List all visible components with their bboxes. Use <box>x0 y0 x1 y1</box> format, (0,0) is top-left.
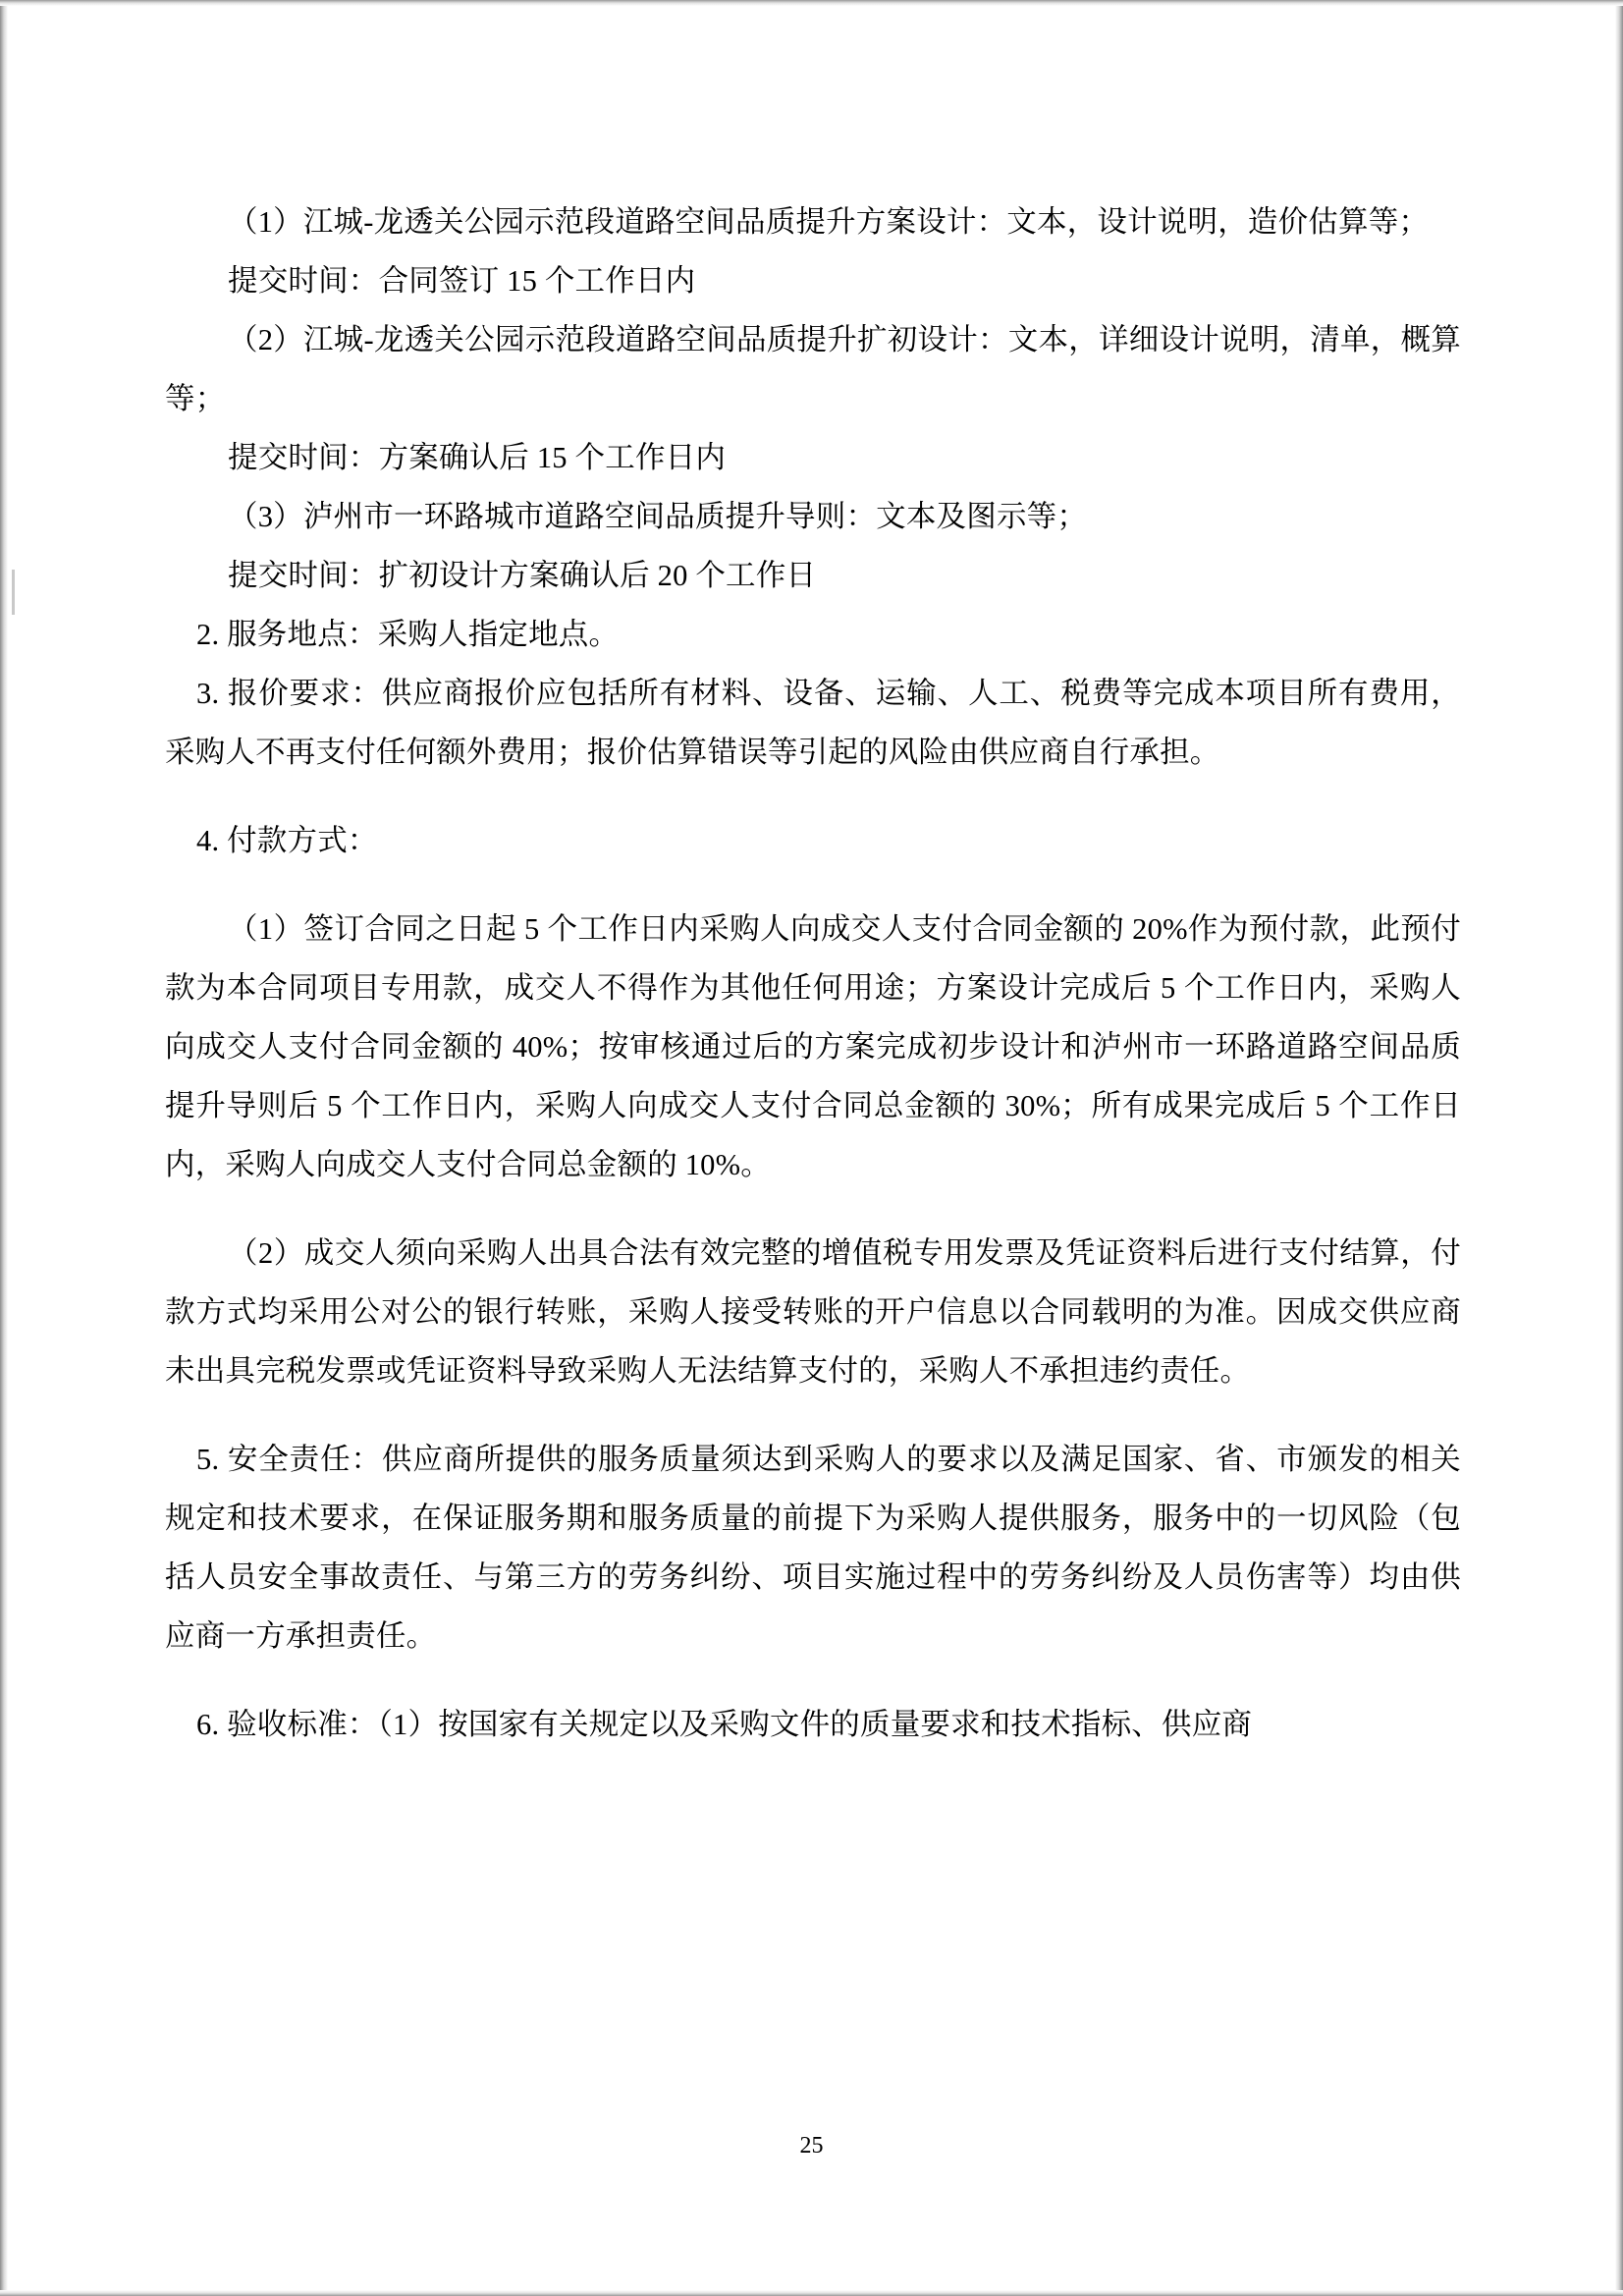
binding-mark <box>12 570 15 615</box>
page-edge-shadow-right <box>1615 0 1623 2296</box>
document-body <box>165 192 1461 1754</box>
paragraph-item-1-1: （1）江城-龙透关公园示范段道路空间品质提升方案设计：文本，设计说明，造价估算等； <box>228 205 1430 239</box>
paragraph-submit-time-1: 提交时间：合同签订 15 个工作日内 <box>228 264 696 298</box>
paragraph-item-1-2: （2）江城-龙透关公园示范段道路空间品质提升扩初设计：文本，详细设计说明，清单，概算等； <box>165 323 1461 415</box>
page-edge-shadow-bottom <box>0 2290 1623 2296</box>
paragraph-item-6: 6. 验收标准：（1）按国家有关规定以及采购文件的质量要求和技术指标、供应商 <box>196 1708 1253 1741</box>
paragraph-item-4-1: （1）签订合同之日起 5 个工作日内采购人向成交人支付合同金额的 20%作为预付款，此预付款为本合同项目专用款，成交人不得作为其他任何用途；方案设计完成后 5 个工作日内，采购人向成交人支付合同金额的 40%；按审核通过后的方案完成初步设计和泸州市一环路道路空间品质提升导则后 5 个工作日内，采购人向成交人支付合同总金额的 30%；所有成果完成后 5 个工作日内，采购人向成交人支付合同总金额的 10%。 <box>165 912 1461 1181</box>
page-edge-shadow-left <box>0 0 8 2296</box>
paragraph-item-2: 2. 服务地点：采购人指定地点。 <box>196 618 620 651</box>
page-number: 25 <box>799 2133 824 2159</box>
paragraph-item-5: 5. 安全责任：供应商所提供的服务质量须达到采购人的要求以及满足国家、省、市颁发的相关规定和技术要求，在保证服务期和服务质量的前提下为采购人提供服务，服务中的一切风险（包括人员安全事故责任、与第三方的劳务纠纷、项目实施过程中的劳务纠纷及人员伤害等）均由供应商一方承担责任。 <box>165 1443 1461 1653</box>
paragraph-submit-time-3: 提交时间：扩初设计方案确认后 20 个工作日 <box>228 559 817 592</box>
paragraph-item-1-3: （3）泸州市一环路城市道路空间品质提升导则：文本及图示等； <box>228 500 1088 533</box>
paragraph-submit-time-2: 提交时间：方案确认后 15 个工作日内 <box>228 441 727 474</box>
paragraph-item-4: 4. 付款方式： <box>196 824 378 857</box>
paragraph-item-3: 3. 报价要求：供应商报价应包括所有材料、设备、运输、人工、税费等完成本项目所有费用，采购人不再支付任何额外费用；报价估算错误等引起的风险由供应商自行承担。 <box>165 677 1461 769</box>
page-edge-shadow-top <box>0 0 1623 6</box>
paragraph-item-4-2: （2）成交人须向采购人出具合法有效完整的增值税专用发票及凭证资料后进行支付结算，付款方式均采用公对公的银行转账，采购人接受转账的开户信息以合同载明的为准。因成交供应商未出具完税发票或凭证资料导致采购人无法结算支付的，采购人不承担违约责任。 <box>165 1236 1461 1388</box>
